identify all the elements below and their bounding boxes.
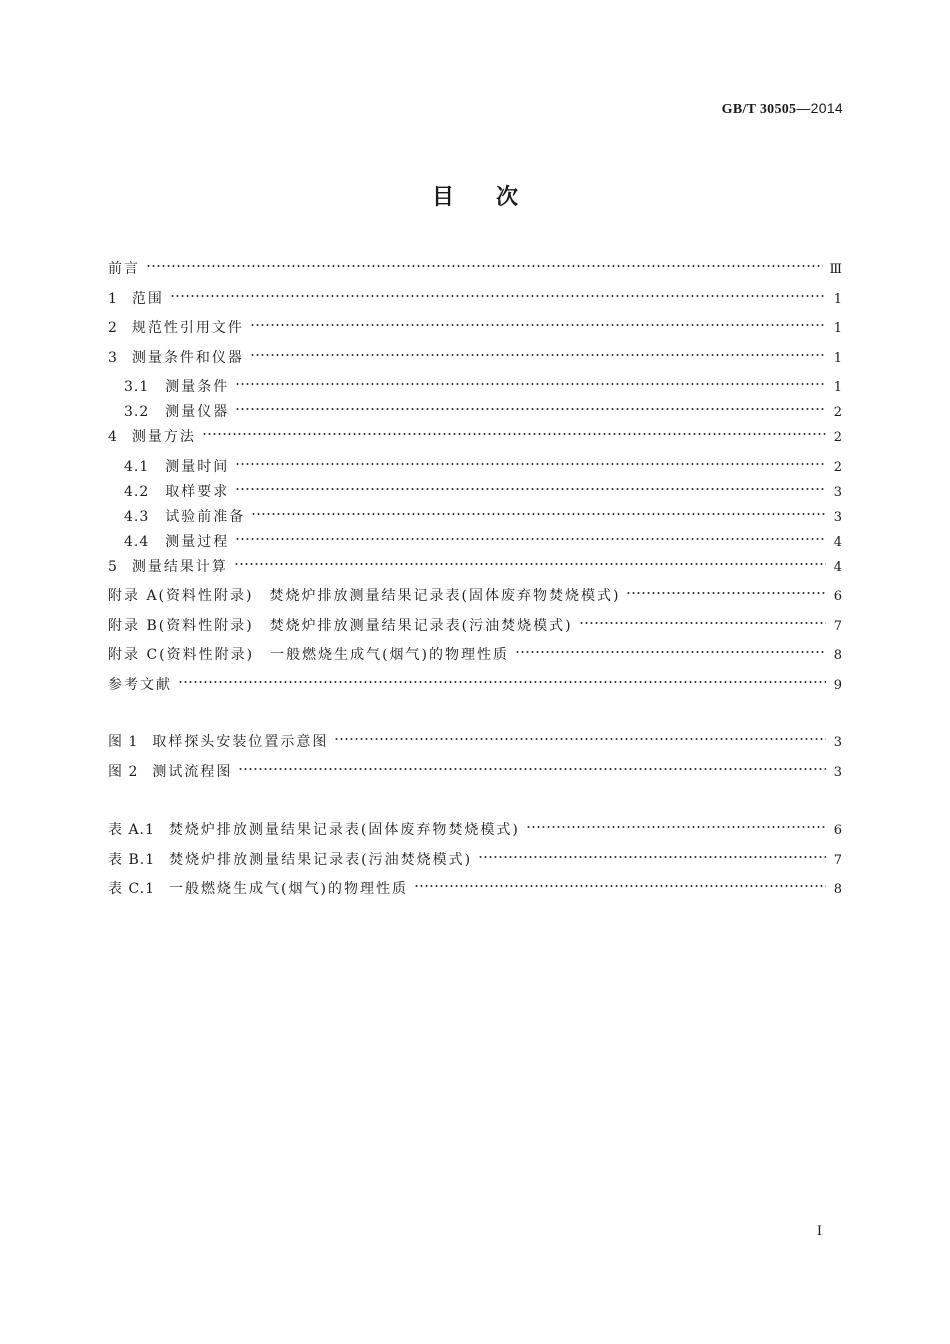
toc-entry-page: 9 bbox=[833, 677, 842, 693]
table-list-entry-page: 6 bbox=[833, 823, 842, 838]
toc-entry-label: 范围 bbox=[131, 290, 164, 307]
toc-entry-page: 4 bbox=[833, 534, 842, 550]
dot-leader bbox=[251, 510, 826, 518]
dot-leader bbox=[170, 292, 826, 300]
toc-entry-page: 1 bbox=[833, 291, 842, 307]
toc-entry-label: 测量方法 bbox=[131, 429, 196, 445]
toc-entry[interactable] bbox=[108, 426, 842, 456]
toc-entry[interactable] bbox=[108, 317, 842, 347]
toc-entry-page: 3 bbox=[833, 509, 842, 525]
toc-entry-page: 6 bbox=[833, 589, 842, 604]
toc-entry[interactable] bbox=[108, 556, 842, 586]
toc-entry-page: 1 bbox=[833, 350, 842, 366]
toc-main-list bbox=[108, 258, 842, 703]
toc-entry-label: 取样要求 bbox=[165, 483, 230, 500]
toc-entry-page: 1 bbox=[833, 321, 842, 336]
toc-entry[interactable] bbox=[108, 258, 842, 288]
dot-leader bbox=[235, 405, 826, 413]
toc-entry-label: 测量时间 bbox=[165, 458, 230, 475]
dot-leader bbox=[202, 430, 826, 438]
toc-entry-number: 4.1 bbox=[124, 458, 150, 475]
toc-entry-number: 3.1 bbox=[124, 379, 150, 395]
dot-leader bbox=[626, 589, 826, 597]
toc-entry-page: 4 bbox=[833, 559, 842, 575]
toc-entry-page: 7 bbox=[833, 618, 842, 634]
dot-leader bbox=[250, 321, 826, 329]
figure-list-entry-page: 3 bbox=[833, 764, 842, 780]
dot-leader bbox=[235, 485, 826, 493]
table-list-entry-page: 8 bbox=[833, 882, 842, 897]
toc-entry-label: 试验前准备 bbox=[165, 508, 246, 525]
toc-entry-label: 附录 C(资料性附录) 一般燃烧生成气(烟气)的物理性质 bbox=[108, 647, 510, 663]
toc-entry-number: 1 bbox=[108, 290, 118, 307]
dot-leader bbox=[235, 535, 826, 543]
toc-entry-label: 测量结果计算 bbox=[131, 558, 228, 575]
table-list-entry-label: 一般燃烧生成气(烟气)的物理性质 bbox=[169, 881, 408, 897]
toc-figures-list bbox=[108, 731, 842, 790]
toc-entry-number: 4.3 bbox=[124, 508, 150, 525]
toc-entry-page: 2 bbox=[833, 459, 842, 475]
table-list-entry-label: 焚烧炉排放测量结果记录表(污油焚烧模式) bbox=[169, 851, 473, 868]
toc-entry[interactable] bbox=[108, 401, 842, 426]
figure-list-entry-number: 图 1 bbox=[108, 734, 139, 750]
figure-list-entry-label: 取样探头安装位置示意图 bbox=[152, 734, 329, 750]
figure-list-entry-number: 图 2 bbox=[108, 763, 139, 780]
toc-entry-page: 8 bbox=[833, 648, 842, 663]
toc-entry[interactable] bbox=[108, 506, 842, 531]
table-list-entry-number: 表 A.1 bbox=[108, 822, 155, 838]
dot-leader bbox=[515, 648, 826, 656]
toc-entry-number: 3.2 bbox=[124, 404, 150, 420]
toc-entry-label: 参考文献 bbox=[108, 676, 172, 693]
dot-leader bbox=[238, 765, 826, 773]
toc-entry[interactable] bbox=[108, 288, 842, 318]
toc-entry-label: 测量条件和仪器 bbox=[131, 349, 244, 366]
toc-entry[interactable] bbox=[108, 674, 842, 704]
toc-entry-number: 3 bbox=[108, 349, 118, 366]
figure-list-entry[interactable] bbox=[108, 761, 842, 791]
toc-entry-number: 5 bbox=[108, 558, 118, 575]
dot-leader bbox=[178, 678, 826, 686]
toc-entry-label: 附录 B(资料性附录) 焚烧炉排放测量结果记录表(污油焚烧模式) bbox=[108, 617, 573, 634]
toc-entry-page: 2 bbox=[833, 430, 842, 445]
toc-entry[interactable] bbox=[108, 376, 842, 401]
toc-entry-page: 3 bbox=[833, 484, 842, 500]
dot-leader bbox=[579, 619, 826, 627]
table-list-entry[interactable] bbox=[108, 849, 842, 879]
figure-list-entry-label: 测试流程图 bbox=[152, 763, 233, 780]
table-list-entry-page: 7 bbox=[833, 852, 842, 868]
toc-entry[interactable] bbox=[108, 347, 842, 377]
standard-code-year: —2014 bbox=[796, 100, 843, 116]
dot-leader bbox=[526, 823, 826, 831]
toc-entry[interactable] bbox=[108, 585, 842, 615]
figure-list-entry[interactable] bbox=[108, 731, 842, 761]
dot-leader bbox=[478, 853, 826, 861]
dot-leader bbox=[234, 560, 826, 568]
table-list-entry[interactable] bbox=[108, 819, 842, 849]
dot-leader bbox=[334, 735, 826, 743]
toc-entry[interactable] bbox=[108, 615, 842, 645]
table-list-entry-number: 表 C.1 bbox=[108, 881, 156, 897]
table-list-entry-number: 表 B.1 bbox=[108, 851, 156, 868]
toc-entry-number: 4.2 bbox=[124, 483, 150, 500]
toc-entry[interactable] bbox=[108, 531, 842, 556]
toc-entry[interactable] bbox=[108, 481, 842, 506]
standard-code-prefix: GB/T 30505 bbox=[721, 102, 797, 117]
dot-leader bbox=[235, 460, 826, 468]
toc-entry-label: 测量过程 bbox=[165, 533, 230, 550]
dot-leader bbox=[414, 882, 826, 890]
dot-leader bbox=[146, 262, 823, 270]
toc-entry-label: 测量条件 bbox=[165, 379, 230, 395]
toc-entry-label: 测量仪器 bbox=[165, 404, 230, 420]
table-list-entry-label: 焚烧炉排放测量结果记录表(固体废弃物焚烧模式) bbox=[168, 822, 520, 838]
table-list-entry[interactable] bbox=[108, 878, 842, 908]
toc-entry-number: 2 bbox=[108, 320, 118, 336]
toc-entry-label: 附录 A(资料性附录) 焚烧炉排放测量结果记录表(固体废弃物焚烧模式) bbox=[108, 588, 621, 604]
toc-entry[interactable] bbox=[108, 644, 842, 674]
page-title: 目次 bbox=[431, 185, 560, 210]
figure-list-entry-page: 3 bbox=[833, 735, 842, 750]
toc-tables-list bbox=[108, 819, 842, 908]
toc-entry-number: 4.4 bbox=[124, 533, 150, 550]
dot-leader bbox=[250, 351, 826, 359]
toc-entry-page: 1 bbox=[833, 380, 842, 395]
toc-entry-page: 2 bbox=[833, 405, 842, 420]
dot-leader bbox=[235, 380, 826, 388]
toc-entry-page: Ⅲ bbox=[829, 262, 842, 277]
standard-code bbox=[722, 100, 843, 118]
toc-entry-label: 前言 bbox=[108, 261, 140, 277]
toc-entry[interactable] bbox=[108, 456, 842, 481]
footer-page-number: I bbox=[816, 1224, 822, 1239]
toc-entry-label: 规范性引用文件 bbox=[131, 320, 244, 336]
toc-entry-number: 4 bbox=[108, 429, 118, 445]
